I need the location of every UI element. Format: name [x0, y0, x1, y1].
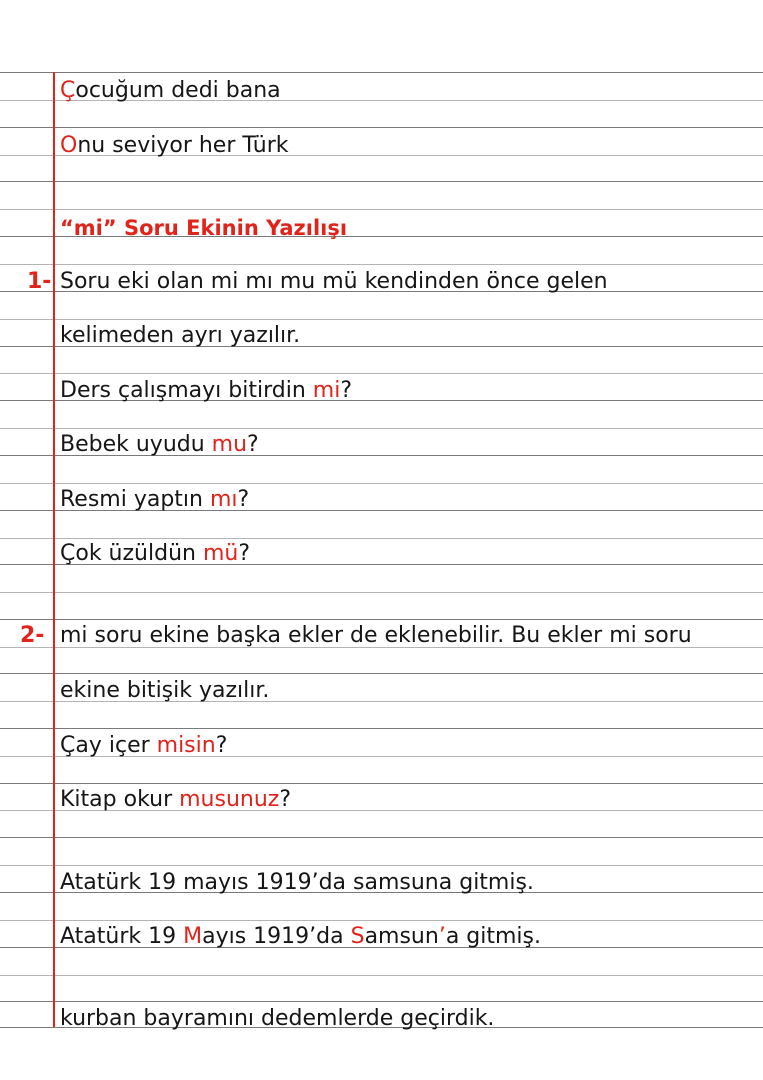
suffix-highlight: misin — [156, 733, 216, 758]
rule-line — [0, 127, 763, 128]
line-text: ? — [215, 733, 228, 758]
initial-letter: O — [60, 133, 78, 158]
rule-line — [0, 181, 763, 182]
rule-line — [0, 373, 763, 374]
text-line-6 — [60, 430, 259, 460]
section-heading: “mi” Soru Ekinin Yazılışı — [60, 216, 348, 240]
text-line-13: Atatürk 19 mayıs 1919’da samsuna gitmiş. — [60, 870, 534, 895]
rule-line — [0, 1001, 763, 1002]
rule-line — [0, 72, 763, 73]
capital-highlight: S — [350, 924, 365, 949]
text-line-11 — [60, 731, 227, 761]
line-text: ? — [279, 787, 292, 812]
suffix-highlight: mu — [211, 432, 248, 457]
text-line-14 — [60, 922, 541, 952]
suffix-highlight: mı — [209, 487, 238, 512]
line-text: Atatürk 19 — [60, 924, 184, 949]
line-text: Çok üzüldün — [60, 541, 203, 566]
line-text: ayıs 1919’da — [202, 924, 351, 949]
rule-line — [0, 783, 763, 784]
rule-line — [0, 837, 763, 838]
text-line-7 — [60, 485, 249, 515]
line-text: ? — [237, 487, 250, 512]
line-text: amsun — [364, 924, 439, 949]
rule-number-2: 2- — [20, 623, 45, 648]
line-text: nu seviyor her Türk — [77, 133, 289, 158]
margin-line — [53, 72, 55, 1027]
line-text: Bebek uyudu — [60, 432, 212, 457]
line-text: Ders çalışmayı bitirdin — [60, 378, 313, 403]
text-line-15: kurban bayramını dedemlerde geçirdik. — [60, 1006, 495, 1031]
text-line-1 — [60, 76, 281, 106]
text-line-12 — [60, 785, 291, 815]
line-text: ? — [340, 378, 352, 403]
line-text: Çay içer — [60, 733, 157, 758]
suffix-highlight: mü — [202, 541, 239, 566]
rule-line — [0, 428, 763, 429]
text-line-9: mi soru ekine başka ekler de eklenebilir. Bu ekler mi soru — [60, 623, 692, 648]
rule-line — [0, 865, 763, 866]
text-line-10: ekine bitişik yazılır. — [60, 678, 270, 703]
suffix-highlight: mi — [312, 378, 341, 403]
initial-letter: Ç — [60, 78, 76, 103]
rule-line — [0, 264, 763, 265]
rule-line — [0, 319, 763, 320]
suffix-highlight: musunuz — [179, 787, 280, 812]
line-text: Resmi yaptın — [60, 487, 210, 512]
rule-line — [0, 483, 763, 484]
rule-line — [0, 619, 763, 620]
text-line-5 — [60, 376, 352, 406]
rule-line — [0, 920, 763, 921]
line-text: a gitmiş. — [445, 924, 542, 949]
rule-line — [0, 975, 763, 976]
rule-number-1: 1- — [27, 269, 52, 294]
apostrophe-highlight: ’ — [438, 924, 446, 949]
text-line-4: kelimeden ayrı yazılır. — [60, 323, 301, 348]
capital-highlight: M — [183, 924, 203, 949]
line-text: ? — [247, 432, 259, 457]
rule-line — [0, 209, 763, 210]
rule-line — [0, 592, 763, 593]
rule-line — [0, 673, 763, 674]
line-text: Kitap okur — [60, 787, 180, 812]
text-line-8 — [60, 539, 250, 569]
line-text: ? — [238, 541, 251, 566]
text-line-2 — [60, 131, 289, 161]
text-line-3: Soru eki olan mi mı mu mü kendinden önce gelen — [60, 269, 608, 294]
rule-line — [0, 728, 763, 729]
line-text: ocuğum dedi bana — [75, 78, 281, 103]
